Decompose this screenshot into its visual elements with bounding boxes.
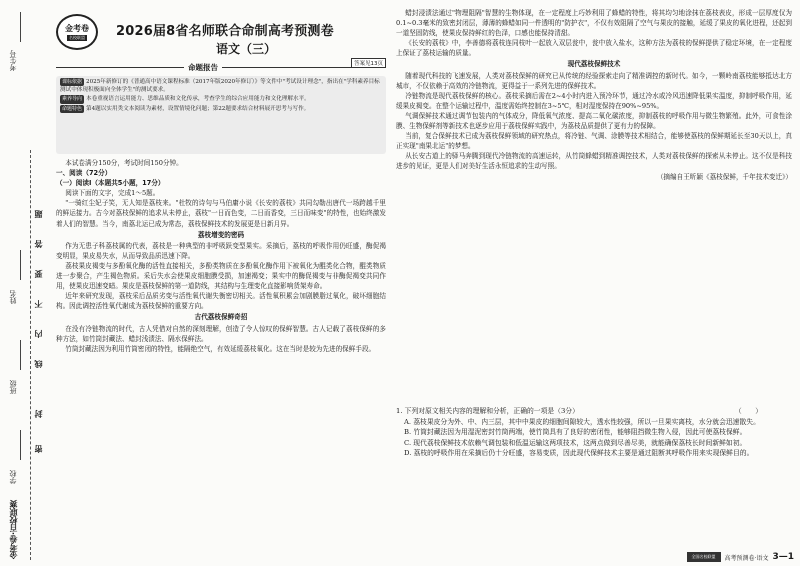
article-subheading: 荔枝增变的密码: [197, 230, 245, 239]
paragraph: "一骑红尘妃子笑，无人知是荔枝来。"杜牧的诗句与马伯庸小说《长安的荔枝》共同勾勒出唐代一场跨越千里的鲜运接力。古今对荔枝保鲜的追求从未停止，荔枝"一日而色变，二日而香变，三日而味变"的特性，也始终激发着人们的智慧。当今，南荔北运已成为常态，荔枝保鲜技术的发展更是日新月异。: [56, 199, 386, 228]
seal-word-4: 不: [34, 300, 43, 308]
paragraph: 蜡封浸渍法通过"物理阻隔"智慧的生物体现，在一定程度上巧妙利用了蜂蜡的特性，将其均匀地涂抹在荔枝表皮，形成一层厚度仅为0.1~0.3毫米的致密封闭层，薄薄的蜂蜡如同一件透明的"防护衣"，不仅有效阻隔了空气与果皮的接触，延缓了果皮的氧化进程，还起到一道坚固防线，使果皮保持鲜红的色泽，口感也能保持清甜。: [396, 9, 792, 38]
seal-word-1: 题: [34, 210, 43, 218]
school-label: 学校: [9, 470, 17, 484]
seal-word-7: 封: [34, 410, 43, 418]
seal-line: [30, 150, 31, 560]
report-item: 素养导向 本卷重视语言运用能力、思维品质和文化传承，考查学生的综合应用能力和文化理解水平。: [62, 96, 310, 103]
paragraph: 在没有冷链物流的时代，古人凭借对自然的深刻理解，创造了令人惊叹的保鲜智慧。古人记载了荔枝保鲜的多种方法，如竹筒封藏法、蜡封浅渍法、隔水保鲜法。: [56, 324, 386, 343]
paragraph: 作为无患子科荔枝属的代表，荔枝是一种典型的非呼吸跃变型果实。采摘后，荔枝的呼吸作用仍旺盛，酶促褐变明显，果皮易失水，从而导致品质迅速下降。: [56, 241, 386, 260]
name-label: 姓名: [9, 290, 17, 304]
seal-word-2: 答: [34, 240, 43, 248]
exam-no-label: 考生号: [9, 50, 17, 71]
report-item: 命题特色 第4题以实用类文本阅读为素材，设置情境化问题；第22题要求结合材料展开思考与写作。: [62, 105, 310, 112]
paragraph: 当前，复合保鲜技术已成为荔枝保鲜领域的研究热点，将冷链、气调、涂膜等技术相结合，能够使荔枝的保鲜期延长至30天以上，真正实现"南果北运"的梦想。: [396, 132, 792, 151]
left-body-text: [56, 158, 386, 554]
paragraph: 随着现代科技的飞速发展，人类对荔枝保鲜的研究已从传统的经验探索走向了精准调控的新时代。如今，一颗岭南荔枝能够抵达北方城市，不仅依赖于高效的冷链物流，更得益于一系列先进的保鲜技术。: [396, 71, 792, 90]
answer-pages-badge: 答案见13页: [351, 58, 386, 68]
exam-info: 本试卷满分150分，考试时间150分钟。: [65, 159, 183, 167]
option-d[interactable]: D. 荔枝的呼吸作用在采摘后仍十分旺盛，容易变质，因此现代保鲜技术主要是通过阻断其呼吸作用来实现保鲜目的。: [404, 449, 754, 458]
report-item: 课标依据 2025年新修订的《普通高中语文课程标准（2017年版2020年修订）》等文件中"考试设计理念"，指出在"学科素养目标测试中体现积极面向全体学生"的测试要求。: [60, 79, 380, 94]
seal-word-6: 线: [34, 360, 43, 368]
option-b[interactable]: B. 竹筒封藏法因为用湿泥密封竹筒两端，使竹筒具有了良好的密闭性，能够阻挡微生物入侵，因此可使荔枝保鲜。: [404, 428, 747, 437]
option-a[interactable]: A. 荔枝果皮分为外、中、内三层，其中中果皮的细胞间隙较大，透水性较强，所以一旦果实离枝，水分就会迅速散失。: [404, 417, 760, 426]
article-subheading: 现代荔枝保鲜技术: [567, 60, 621, 69]
brand-logo: 金考卷 名校联盟: [56, 14, 98, 50]
class-line: [20, 340, 21, 370]
class-label: 班级: [9, 380, 17, 394]
paragraph: 冷链物流是现代荔枝保鲜的核心。荔枝采摘后需在2~4小时内进入预冷环节，通过冷水或冷风迅速降低果实温度，抑制呼吸作用，延缓果皮褐变。在整个运输过程中，温度需始终控制在3~5℃，相对湿度保持在90%~95%。: [396, 91, 792, 110]
report-header: [56, 62, 386, 72]
exam-title: 2026届8省名师联合命制高考预测卷: [116, 24, 334, 39]
source-citation: （摘编自王昕颖《荔枝保鲜，千年技术变迁》）: [656, 172, 792, 181]
report-title: 命题报告: [184, 62, 222, 73]
section-heading: 一、阅读（72分）: [56, 169, 112, 178]
seal-word-5: 内: [34, 330, 43, 338]
article-subheading: 古代荔枝保鲜奇招: [194, 313, 248, 322]
brand-vertical: 金考卷·百校联赛: [9, 500, 18, 560]
right-body-text: [396, 8, 792, 398]
paragraph: 从长安古道上的驿马奔腾到现代冷链物流的高速运转，从竹筒蜂蜡到精准调控技术，人类对荔枝保鲜的探索从未停止。这不仅是科技进步的见证，更是人们对美好生活永恒追求的生动写照。: [396, 152, 792, 171]
paragraph: 竹筒封藏法因为利用竹筒密闭的特性，能隔绝空气，有效延缓荔枝氧化。这在当时是较为先进的保鲜手段。: [65, 344, 376, 353]
exam-no-line: [20, 12, 21, 42]
school-line: [20, 430, 21, 460]
report-box: [56, 76, 386, 154]
subsection-heading: （一）阅读Ⅰ（本题共5小题，17分）: [56, 179, 165, 188]
seal-word-3: 要: [34, 270, 43, 278]
right-column: [396, 8, 792, 558]
page-number: 3—1: [772, 552, 794, 562]
exam-subtitle: 语文（三）: [216, 42, 277, 56]
question-1: [396, 406, 792, 459]
answer-paren[interactable]: （ ）: [734, 407, 762, 415]
name-line: [20, 250, 21, 280]
paragraph: 气调保鲜技术通过调节包装内的气体成分，降低氧气浓度、提高二氧化碳浓度，抑制荔枝的呼吸作用与微生物繁殖。此外，可食性涂膜、生物保鲜剂等新技术也逐步应用于荔枝保鲜实践中，为荔枝品质提供了更有力的保障。: [396, 111, 792, 131]
paragraph: 《长安的荔枝》中，李善德将荔枝连同枝叶一起放入双层瓮中，瓮中放入盐水，这种方法为荔枝的保鲜提供了稳定环境，在一定程度上保证了荔枝运输的质量。: [396, 39, 792, 58]
question-stem: 1. 下列对原文相关内容的理解和分析，正确的一项是（3分）: [396, 407, 579, 415]
option-c[interactable]: C. 现代荔枝保鲜技术依赖气调包装和低温运输这两项技术，这两点做到尽善尽美，就能确保荔枝长时间新鲜如初。: [404, 438, 747, 447]
paragraph: 荔枝果皮褐变与多酚氧化酶的活性直接相关，多酚类物质在多酚氧化酶作用下被氧化为醌类化合物，醌类物质进一步聚合，产生褐色物质。采后失水会使果皮细胞膜受损，加速褐变；果实中的酶促褐变与非酶促褐变共同作用，使果皮迅速变暗。果皮是荔枝保鲜的第一道防线，其结构与生理变化直接影响货架寿命。: [56, 261, 386, 291]
seal-word-8: 密: [34, 445, 43, 453]
paragraph: 近年来研究发现，荔枝采后品质劣变与活性氧代谢失衡密切相关。活性氧积累会加剧膜脂过氧化，破坏细胞结构。因此调控活性氧代谢成为荔枝保鲜的重要方向。: [56, 292, 386, 311]
left-column: [56, 8, 386, 558]
footer-badge: 全国名校联盟: [687, 552, 721, 562]
instruction: 阅读下面的文字，完成1～5题。: [65, 189, 160, 198]
page-footer: [687, 552, 794, 562]
binding-strip: [0, 0, 44, 566]
footer-label: 高考预测卷·语文: [724, 554, 769, 562]
